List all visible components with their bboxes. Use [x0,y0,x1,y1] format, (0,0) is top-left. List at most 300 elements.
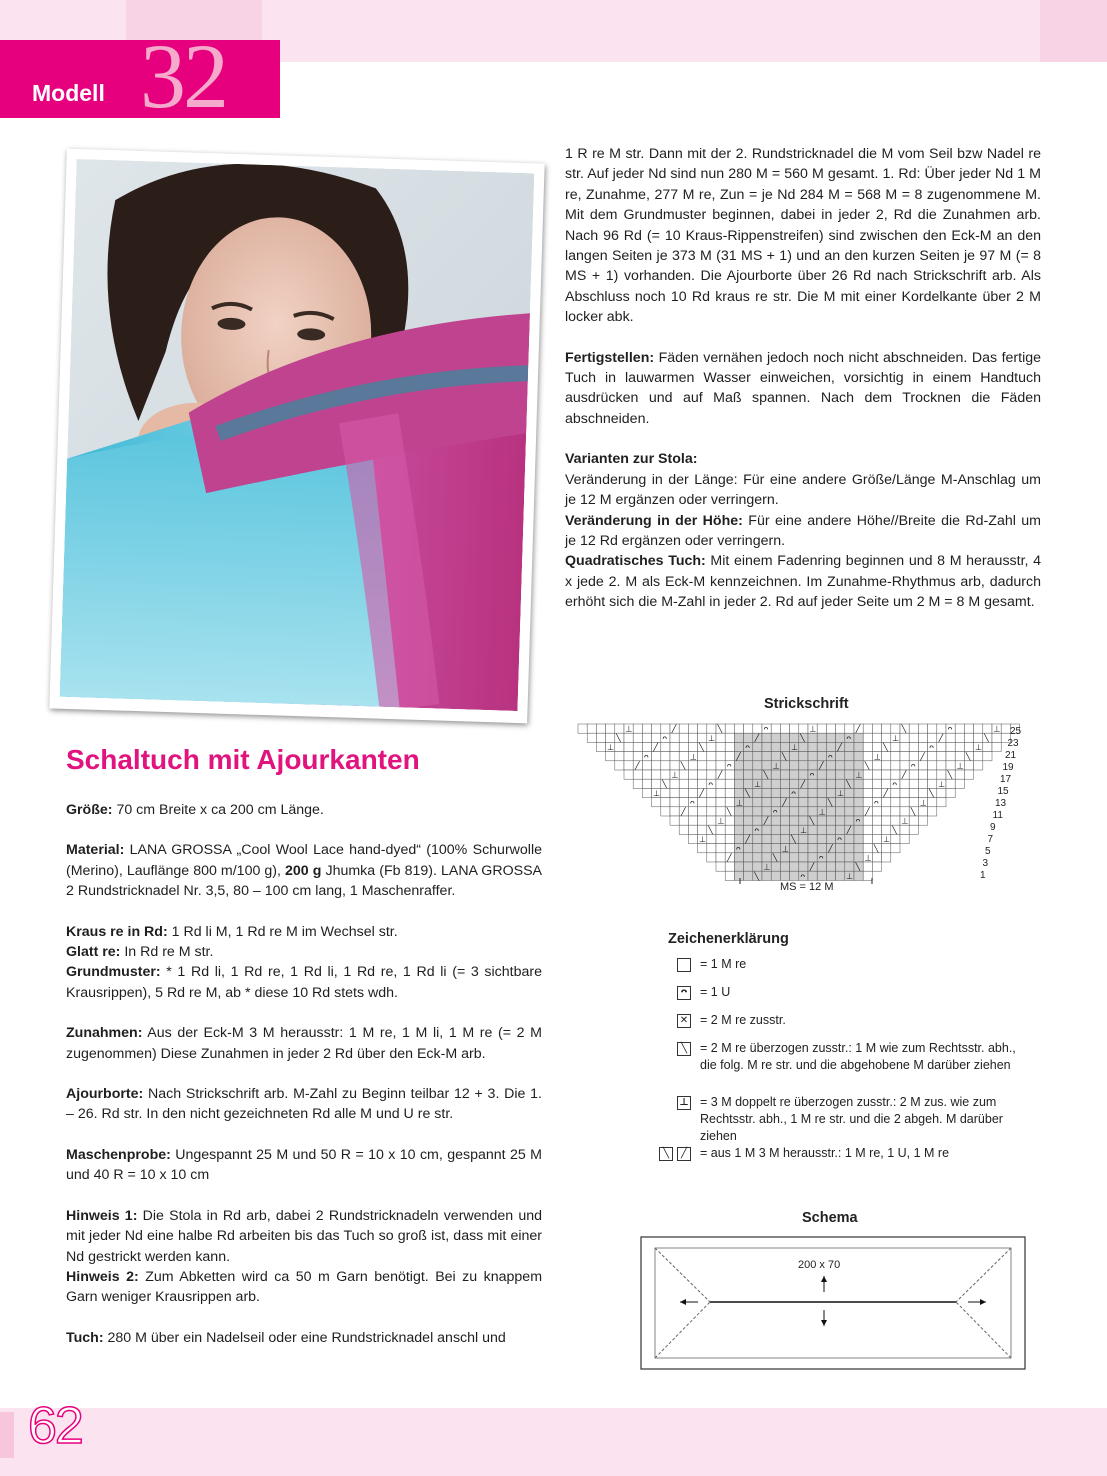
chart-cell [615,742,624,751]
chart-cell [780,853,789,862]
chart-cell [771,752,780,761]
chart-cell [836,798,845,807]
kraus-paragraph [66,922,542,942]
chart-cell [670,798,679,807]
chart-cell [900,779,909,788]
chart-cell [688,724,697,733]
chart-cell [780,733,789,742]
chart-cell [679,733,688,742]
chart-cell [578,724,587,733]
chart-cell [771,742,780,751]
chart-cell [633,770,642,779]
chart-symbol: ᴖ [929,743,935,753]
chart-cell [918,724,927,733]
chart-symbol: ⊥ [717,816,725,826]
chart-cell [909,742,918,751]
chart-cell [780,779,789,788]
chart-cell [790,816,799,825]
chart-cell [698,816,707,825]
chart-cell [817,844,826,853]
chart-cell [937,752,946,761]
hinweis2-text: Zum Abketten wird ca 50 m Garn benötigt. Bei zu knappem Garn weniger Krausrippen arb. [66,1268,543,1306]
chart-symbol: ⊥ [791,743,799,753]
chart-cell [817,816,826,825]
chart-cell [900,733,909,742]
chart-cell [882,724,891,733]
chart-cell [771,825,780,834]
chart-cell [817,788,826,797]
chart-cell [716,779,725,788]
material-text: LANA GROSSA „Cool Wool Lace hand-dyed“ (100% Schurwolle (Merino), Lauflänge 800 m/100 g), [66,842,542,879]
chart-cell [725,844,734,853]
chart-symbol: ╲ [864,761,870,771]
chart-cell [744,825,753,834]
chart-cell [707,788,716,797]
chart-cell [863,825,872,834]
chart-cell [928,761,937,770]
chart-cell [771,862,780,871]
chart-cell [790,724,799,733]
chart-cell [909,798,918,807]
chart-cell [606,733,615,742]
chart-cell [872,853,881,862]
grund-text: * 1 Rd li, 1 Rd re, 1 Rd li, 1 Rd re, 1 Rd li (= 3 sichtbare Krausrippen), 5 Rd re M, ab * diese 10 Rd stets wdh. [66,964,542,1001]
chart-cell [900,807,909,816]
chart-cell [863,733,872,742]
chart-cell [753,752,762,761]
chart-cell [882,816,891,825]
chart-cell [670,742,679,751]
schema-dimensions: 200 x 70 [798,1259,841,1271]
chart-cell [624,770,633,779]
chart-cell [955,779,964,788]
chart-cell [652,733,661,742]
chart-cell [606,752,615,761]
chart-cell [790,733,799,742]
chart-cell [707,761,716,770]
chart-cell [937,770,946,779]
chart-cell [891,752,900,761]
chart-cell [955,752,964,761]
chart-cell [780,788,789,797]
chart-cell [725,788,734,797]
chart-cell [836,825,845,834]
glatt-label: Glatt re: [66,944,121,961]
chart-cell [845,742,854,751]
chart-row-label: 21 [1005,750,1017,761]
chart-cell [771,733,780,742]
chart-cell [661,807,670,816]
chart-cell [826,724,835,733]
chart-cell [734,779,743,788]
chart-cell [679,816,688,825]
chart-symbol: ⊥ [873,752,881,762]
material-text-2: Jhumka (Fb 819). LANA GROSSA 2 Rundstricknadel Nr. 3,5, 80 – 100 cm lang, 1 Maschenraffer. [66,862,543,900]
chart-cell [799,798,808,807]
chart-symbol: ╱ [634,761,640,771]
chart-cell [790,779,799,788]
chart-symbol: ╲ [708,825,714,835]
chart-cell [891,844,900,853]
chart-cell [817,862,826,871]
chart-cell [716,788,725,797]
chart-cell [937,761,946,770]
chart-cell [836,807,845,816]
chart-cell [872,724,881,733]
chart-cell [753,788,762,797]
chart-cell [698,752,707,761]
chart-symbol: ╲ [754,871,760,881]
chart-cell [845,844,854,853]
chart-cell [780,807,789,816]
chart-symbol: ᴖ [910,761,916,771]
chart-symbol: ╱ [717,770,723,780]
hinweis2-label: Hinweis 2: [66,1268,139,1285]
chart-cell [670,807,679,816]
zun-text: Aus der Eck-M 3 M herausstr: 1 M re, 1 M li, 1 M re (= 2 M zugenommen) Diese Zunahmen in jeder 2 Rd über den Eck-M arb. [66,1025,542,1062]
chart-cell [707,770,716,779]
chart-symbol: ╲ [717,724,723,734]
chart-cell [642,742,651,751]
chart-symbol: ╱ [763,816,769,826]
chart-symbol: ╱ [745,835,750,845]
chart-cell [753,816,762,825]
chart-cell [863,844,872,853]
chart-cell [642,733,651,742]
chart-cell [891,770,900,779]
chart-cell [826,807,835,816]
chart-cell [780,825,789,834]
varianten-heading [565,449,1041,469]
chart-cell [882,770,891,779]
chart-cell [780,871,789,880]
kraus-label: Kraus re in Rd: [66,923,168,940]
chart-row-label: 13 [995,798,1007,809]
quad-label: Quadratisches Tuch: [565,553,706,570]
chart-cell [872,770,881,779]
chart-symbol: ⊥ [864,853,872,863]
groesse-paragraph [66,800,542,820]
chart-cell [753,844,762,853]
chart-cell [652,752,661,761]
chart-cell [642,770,651,779]
chart-cell [955,742,964,751]
chart-symbol: ᴖ [947,724,953,734]
chart-symbol: ╲ [965,752,971,762]
chart-cell [707,798,716,807]
chart-cell [808,834,817,843]
chart-cell [799,742,808,751]
ajour-text: Nach Strickschrift arb. M-Zahl zu Beginn teilbar 12 + 3. Die 1. – 26. Rd str. In den nicht gezeichneten Rd alle M und U re str. [66,1086,542,1123]
chart-cell [790,871,799,880]
chart-cell [918,816,927,825]
zun-label: Zunahmen: [66,1025,143,1042]
chart-symbol: ╱ [837,743,842,753]
chart-cell [707,844,716,853]
hinweis1-label: Hinweis 1: [66,1207,138,1224]
chart-symbol: ᴖ [662,733,668,743]
chart-cell [670,788,679,797]
chart-cell [652,779,661,788]
fertig-label: Fertigstellen: [565,349,655,366]
chart-cell [863,816,872,825]
chart-cell [744,770,753,779]
chart-cell [882,779,891,788]
chart-row-label: 3 [982,858,989,869]
chart-cell [762,779,771,788]
chart-cell [845,807,854,816]
chart-cell [836,761,845,770]
chart-symbol: ╲ [873,844,879,854]
chart-cell [725,724,734,733]
chart-cell [790,798,799,807]
chart-cell [799,724,808,733]
chart-cell [799,834,808,843]
chart-cell [836,724,845,733]
chart-cell [826,742,835,751]
chart-cell [817,834,826,843]
increase-symbol-icon: ╲ [659,1147,673,1161]
chart-cell [771,724,780,733]
chart-cell [799,816,808,825]
chart-row-label: 1 [980,870,986,881]
fertig-paragraph [565,348,1041,430]
chart-cell [661,761,670,770]
chart-cell [928,798,937,807]
chart-cell [808,752,817,761]
chart-cell [688,807,697,816]
chart-symbol: ╱ [680,807,686,817]
chart-cell [725,770,734,779]
chart-title: Strickschrift [764,696,849,712]
fertig-text: Fäden vernähen jedoch noch nicht abschneiden. Das fertige Tuch in lauwarmen Wasser einweichen, vorsichtig in einem Handtuch ausdrücken und auf Maß spannen. Nach dem Trocknen die Fäden abschneiden. [565,349,1041,427]
chart-cell [790,844,799,853]
chart-cell [817,742,826,751]
chart-cell [882,761,891,770]
chart-cell [771,770,780,779]
chart-cell [624,752,633,761]
chart-cell [891,724,900,733]
knitting-chart [570,718,1060,898]
chart-cell [707,853,716,862]
chart-cell [790,752,799,761]
chart-symbol: ᴖ [846,733,852,743]
chart-symbol: ᴖ [772,807,778,817]
chart-cell [808,871,817,880]
chart-cell [771,788,780,797]
probe-text: Ungespannt 25 M und 50 R = 10 x 10 cm, gespannt 25 M und 40 R = 10 x 10 cm [66,1146,542,1184]
varianten-text: Veränderung in der Länge: Für eine andere Größe/Länge M-Anschlag um je 12 M ergänzen oder verringern. [565,471,1041,509]
chart-cell [790,807,799,816]
chart-cell [771,816,780,825]
chart-cell [661,798,670,807]
chart-symbol: ╱ [671,724,677,734]
chart-cell [854,844,863,853]
chart-cell [836,733,845,742]
chart-cell [854,752,863,761]
chart-cell [716,834,725,843]
chart-cell [799,761,808,770]
chart-cell [725,825,734,834]
chart-cell [762,825,771,834]
chart-cell [716,844,725,853]
chart-symbol: ⊥ [846,871,854,881]
chart-symbol: ⊥ [892,733,900,743]
chart-cell [817,724,826,733]
chart-cell [725,834,734,843]
chart-symbol: ╱ [938,733,944,743]
chart-cell [854,779,863,788]
chart-cell [854,733,863,742]
chart-symbol: ╱ [699,789,704,799]
chart-cell [872,816,881,825]
chart-cell [918,733,927,742]
chart-cell [744,871,753,880]
chart-symbol: ╲ [984,733,990,743]
chart-cell [808,733,817,742]
chart-symbol: ╱ [809,862,815,872]
chart-cell [845,770,854,779]
chart-cell [891,761,900,770]
chart-cell [716,807,725,816]
chart-cell [845,761,854,770]
chart-cell [790,862,799,871]
chart-cell [909,724,918,733]
chart-cell [790,853,799,862]
chart-row-label: 15 [997,786,1009,797]
chart-cell [734,816,743,825]
schema-title: Schema [802,1210,858,1226]
chart-cell [826,733,835,742]
chart-symbol: ᴖ [643,752,649,762]
chart-cell [762,807,771,816]
chart-cell [762,742,771,751]
tuch-text: 280 M über ein Nadelseil oder eine Rundstricknadel anschl und [103,1329,506,1346]
chart-cell [698,825,707,834]
chart-symbol: ᴖ [809,770,815,780]
chart-cell [863,779,872,788]
chart-cell [882,752,891,761]
chart-cell [790,761,799,770]
chart-cell [753,761,762,770]
chart-symbol: ╱ [901,770,907,780]
chart-cell [863,798,872,807]
chart-cell [918,807,927,816]
chart-cell [596,742,605,751]
schema-diagram [640,1236,1026,1370]
chart-cell [734,807,743,816]
chart-symbol: ⊥ [607,743,615,753]
chart-symbol: ╱ [818,761,824,771]
chart-symbol: ⊥ [699,835,707,845]
chart-symbol: ⊥ [993,724,1001,734]
chart-cell [882,853,891,862]
chart-cell [707,807,716,816]
chart-cell [633,742,642,751]
chart-cell [698,770,707,779]
chart-cell [744,733,753,742]
chart-cell [909,733,918,742]
right-column-text [565,144,1041,613]
chart-cell [725,862,734,871]
chart-cell [624,742,633,751]
chart-cell [633,752,642,761]
chart-cell [808,844,817,853]
chart-cell [790,825,799,834]
chart-cell [854,798,863,807]
varianten-label: Varianten zur Stola: [565,451,698,468]
pattern-title: Schaltuch mit Ajourkanten [66,744,420,775]
chart-cell [872,779,881,788]
legend-text: = 2 M re überzogen zusstr.: 1 M wie zum Rechtsstr. abh., die folg. M re str. und die abgehobene M darüber ziehen [700,1041,1016,1072]
chart-cell [661,742,670,751]
chart-cell [780,862,789,871]
chart-cell [688,761,697,770]
chart-symbol: ╲ [827,798,833,808]
chart-cell [679,770,688,779]
chart-cell [762,844,771,853]
chart-cell [872,761,881,770]
chart-grid [578,724,1020,881]
chart-cell [872,807,881,816]
chart-cell [863,862,872,871]
chart-cell [642,779,651,788]
chart-cell [587,733,596,742]
chart-cell [854,853,863,862]
chart-cell [882,844,891,853]
chart-cell [882,733,891,742]
grund-paragraph [66,962,542,1003]
chart-cell [808,779,817,788]
chart-cell [624,761,633,770]
chart-cell [836,779,845,788]
chart-cell [642,724,651,733]
chart-cell [698,779,707,788]
chart-cell [652,724,661,733]
tuch-paragraph [66,1328,542,1348]
chart-cell [863,770,872,779]
chart-symbol: ⊥ [818,807,826,817]
chart-cell [854,834,863,843]
chart-cell [698,733,707,742]
yarn-over-symbol-icon: ᴖ [677,986,691,1000]
chart-cell [744,798,753,807]
chart-cell [698,724,707,733]
quad-text: Mit einem Fadenring beginnen und 8 M herausstr, 4 x jede 2. M als Eck-M kennzeichnen. Im Zunahme-Rhythmus arb, dadurch erhöht sich die M-Zahl in jeder 2. Rd auf jeder Seite um 2 M = 8 M gesamt. [565,553,1041,611]
chart-cell [817,798,826,807]
chart-cell [891,798,900,807]
chart-cell [964,742,973,751]
chart-cell [872,862,881,871]
chart-symbol: ᴖ [791,789,797,799]
chart-cell [937,798,946,807]
chart-symbol: ⊥ [800,825,808,835]
chart-symbol: ⊥ [653,789,661,799]
chart-cell [762,761,771,770]
chart-cell [882,825,891,834]
chart-cell [753,853,762,862]
chart-symbol: ᴖ [837,835,843,845]
chart-cell [909,816,918,825]
chart-cell [808,742,817,751]
chart-symbol: ⊥ [625,724,633,734]
chart-cell [615,724,624,733]
chart-symbol: ᴖ [763,724,769,734]
chart-cell [900,798,909,807]
chart-symbol: ╲ [680,761,686,771]
chart-cell [734,770,743,779]
chart-symbol: ╱ [800,779,806,789]
